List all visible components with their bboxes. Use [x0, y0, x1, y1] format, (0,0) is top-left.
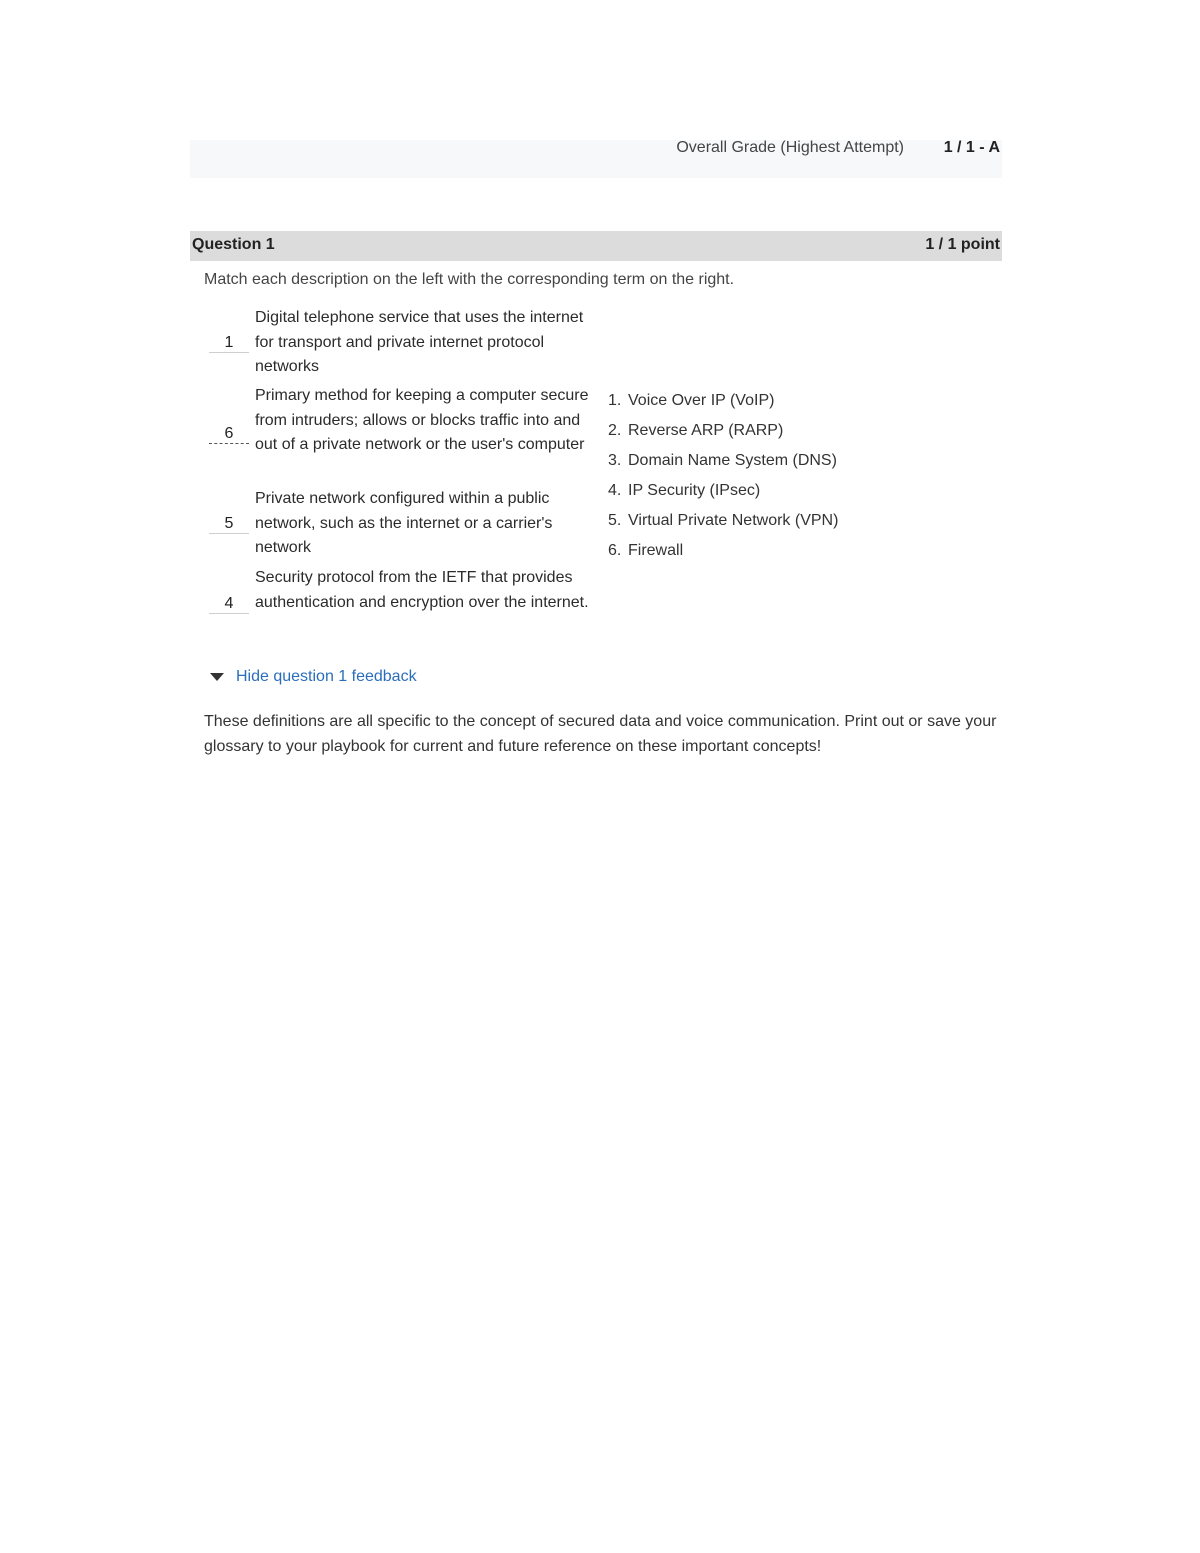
match-term: [608, 506, 838, 536]
match-answer-1: 1: [209, 334, 249, 353]
term-label: Firewall: [628, 542, 684, 559]
hide-feedback-link[interactable]: [210, 668, 417, 686]
term-number: 2.: [608, 422, 622, 439]
term-label: IP Security (IPsec): [628, 482, 761, 499]
term-number: 1.: [608, 392, 622, 409]
match-description-4: Security protocol from the IETF that provides authentication and encryption over the internet.: [255, 569, 589, 611]
match-term: [608, 416, 838, 446]
term-number: 4.: [608, 482, 622, 499]
match-term: [608, 386, 838, 416]
term-number: 6.: [608, 542, 622, 559]
match-term: [608, 446, 838, 476]
question-prompt: Match each description on the left with the corresponding term on the right.: [204, 271, 735, 288]
match-answer-3: 5: [209, 515, 249, 534]
question-points: 1 / 1 point: [925, 236, 1000, 253]
triangle-down-icon: [210, 673, 224, 681]
overall-grade-value: 1 / 1 - A: [943, 139, 1000, 156]
match-term: [608, 536, 838, 566]
match-answer-2: 6: [209, 425, 249, 444]
term-label: Virtual Private Network (VPN): [628, 512, 839, 529]
match-description-3: Private network configured within a public network, such as the internet or a carrier's network: [255, 490, 553, 556]
term-number: 5.: [608, 512, 622, 529]
match-terms-list: [608, 386, 838, 566]
term-label: Voice Over IP (VoIP): [628, 392, 775, 409]
term-label: Domain Name System (DNS): [628, 452, 837, 469]
match-description-2: Primary method for keeping a computer secure from intruders; allows or blocks traffic into and out of a private network or the user's computer: [255, 387, 589, 453]
match-term: [608, 476, 838, 506]
term-label: Reverse ARP (RARP): [628, 422, 784, 439]
term-number: 3.: [608, 452, 622, 469]
hide-feedback-label: Hide question 1 feedback: [236, 668, 417, 685]
overall-grade-label: Overall Grade (Highest Attempt): [676, 139, 904, 156]
question-header: [190, 231, 1002, 261]
feedback-text: These definitions are all specific to the concept of secured data and voice communication. Print out or save your glossary to your playbook for current and future reference on these important concepts!: [204, 713, 997, 755]
match-answer-4: 4: [209, 595, 249, 614]
match-description-1: Digital telephone service that uses the internet for transport and private internet protocol networks: [255, 309, 584, 375]
question-title: Question 1: [192, 236, 275, 253]
overall-grade-bar: [190, 140, 1002, 178]
